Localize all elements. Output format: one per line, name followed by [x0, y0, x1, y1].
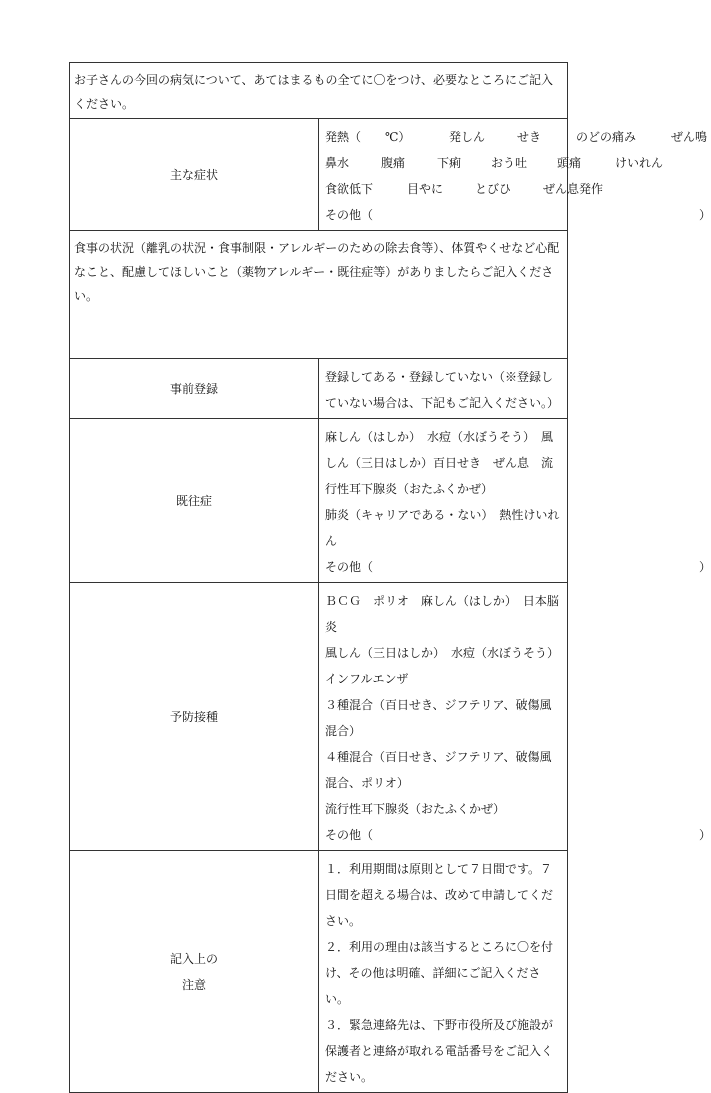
symptom-vomiting[interactable]: おう吐 [491, 156, 528, 170]
registration-options[interactable]: 登録してある・登録していない（※登録していない場合は、下記もご記入ください。） [319, 359, 568, 419]
vaccination-line: 風しん（三日はしか） 水痘（水ぼうそう） インフルエンザ [325, 646, 566, 686]
intro-instructions: お子さんの今回の病気について、あてはまるもの全てに〇をつけ、必要なところにご記入ください。 [70, 63, 568, 119]
symptom-sore-throat[interactable]: のどの痛み [576, 130, 637, 144]
vaccination-line: ３種混合（百日せき、ジフテリア、破傷風混合） [325, 698, 552, 738]
registration-label: 事前登録 [70, 359, 319, 419]
symptoms-row-1 [325, 124, 708, 150]
symptoms-other-close: ） [699, 208, 711, 222]
symptom-cough[interactable]: せき [517, 130, 542, 144]
note-item: １．利用期間は原則として７日間です。７日間を超える場合は、改めて申請してください。 [325, 862, 554, 928]
vaccination-other-close: ） [699, 828, 711, 842]
vaccination-other-open: その他（ [325, 828, 374, 842]
symptom-fever[interactable]: 発熱（ ℃） [325, 130, 411, 144]
symptom-headache[interactable]: 頭痛 [557, 156, 582, 170]
history-other-close: ） [699, 560, 711, 574]
diet-and-constitution-field[interactable] [70, 231, 568, 359]
history-pneumonia-line: 肺炎（キャリアである・ない） 熱性けいれん [325, 508, 560, 548]
symptoms-options[interactable] [319, 119, 711, 231]
medical-history-label: 既往症 [70, 419, 319, 583]
vaccination-line: ＢＣＧ ポリオ 麻しん（はしか） 日本脳炎 [325, 594, 559, 634]
symptom-rash[interactable]: 発しん [449, 130, 486, 144]
vaccination-options[interactable] [319, 583, 711, 851]
medical-history-options[interactable] [319, 419, 711, 583]
note-item: ３．緊急連絡先は、下野市役所及び施設が保護者と連絡が取れる電話番号をご記入ください。 [325, 1018, 554, 1084]
notes-label-line-2: 注意 [181, 977, 206, 992]
history-other-row [325, 554, 711, 580]
notes-content [319, 851, 568, 1093]
symptom-asthma-attack[interactable]: ぜん息発作 [543, 182, 604, 196]
history-text: 麻しん（はしか） 水痘（水ぼうそう） 風しん（三日はしか）百日せき ぜん息 流行性耳下腺炎（おたふくかぜ） [325, 430, 554, 496]
symptom-diarrhea[interactable]: 下痢 [437, 156, 462, 170]
vaccination-label: 予防接種 [70, 583, 319, 851]
symptom-impetigo[interactable]: とびひ [475, 182, 512, 196]
vaccination-line: ４種混合（百日せき、ジフテリア、破傷風混合、ポリオ） [325, 750, 552, 790]
diet-instructions: 食事の状況（離乳の状況・食事制限・アレルギーのための除去食等）、体質やくせなど心配なこと、配慮してほしいこと（薬物アレルギー・既往症等）がありましたらご記入ください。 [74, 241, 560, 303]
notes-label-line-1: 記入上の [169, 951, 218, 966]
symptoms-other-open: その他（ [325, 208, 374, 222]
symptoms-row-2 [325, 150, 664, 176]
vaccination-line: 流行性耳下腺炎（おたふくかぜ） [325, 802, 506, 816]
symptom-runny-nose[interactable]: 鼻水 [325, 156, 350, 170]
note-item: ２．利用の理由は該当するところに〇を付け、その他は明確、詳細にご記入ください。 [325, 940, 554, 1006]
symptoms-row-3 [325, 176, 604, 202]
symptom-stomachache[interactable]: 腹痛 [381, 156, 406, 170]
symptoms-label: 主な症状 [70, 119, 319, 231]
childcare-application-form [69, 62, 711, 1093]
vaccination-other-row [325, 822, 711, 848]
symptoms-other-row [325, 202, 711, 228]
symptom-eye-discharge[interactable]: 目やに [407, 182, 444, 196]
symptom-appetite-loss[interactable]: 食欲低下 [325, 182, 374, 196]
symptom-wheezing[interactable]: ぜん鳴 [671, 130, 708, 144]
notes-label [70, 851, 319, 1093]
history-other-open: その他（ [325, 560, 374, 574]
symptom-convulsion[interactable]: けいれん [615, 156, 664, 170]
